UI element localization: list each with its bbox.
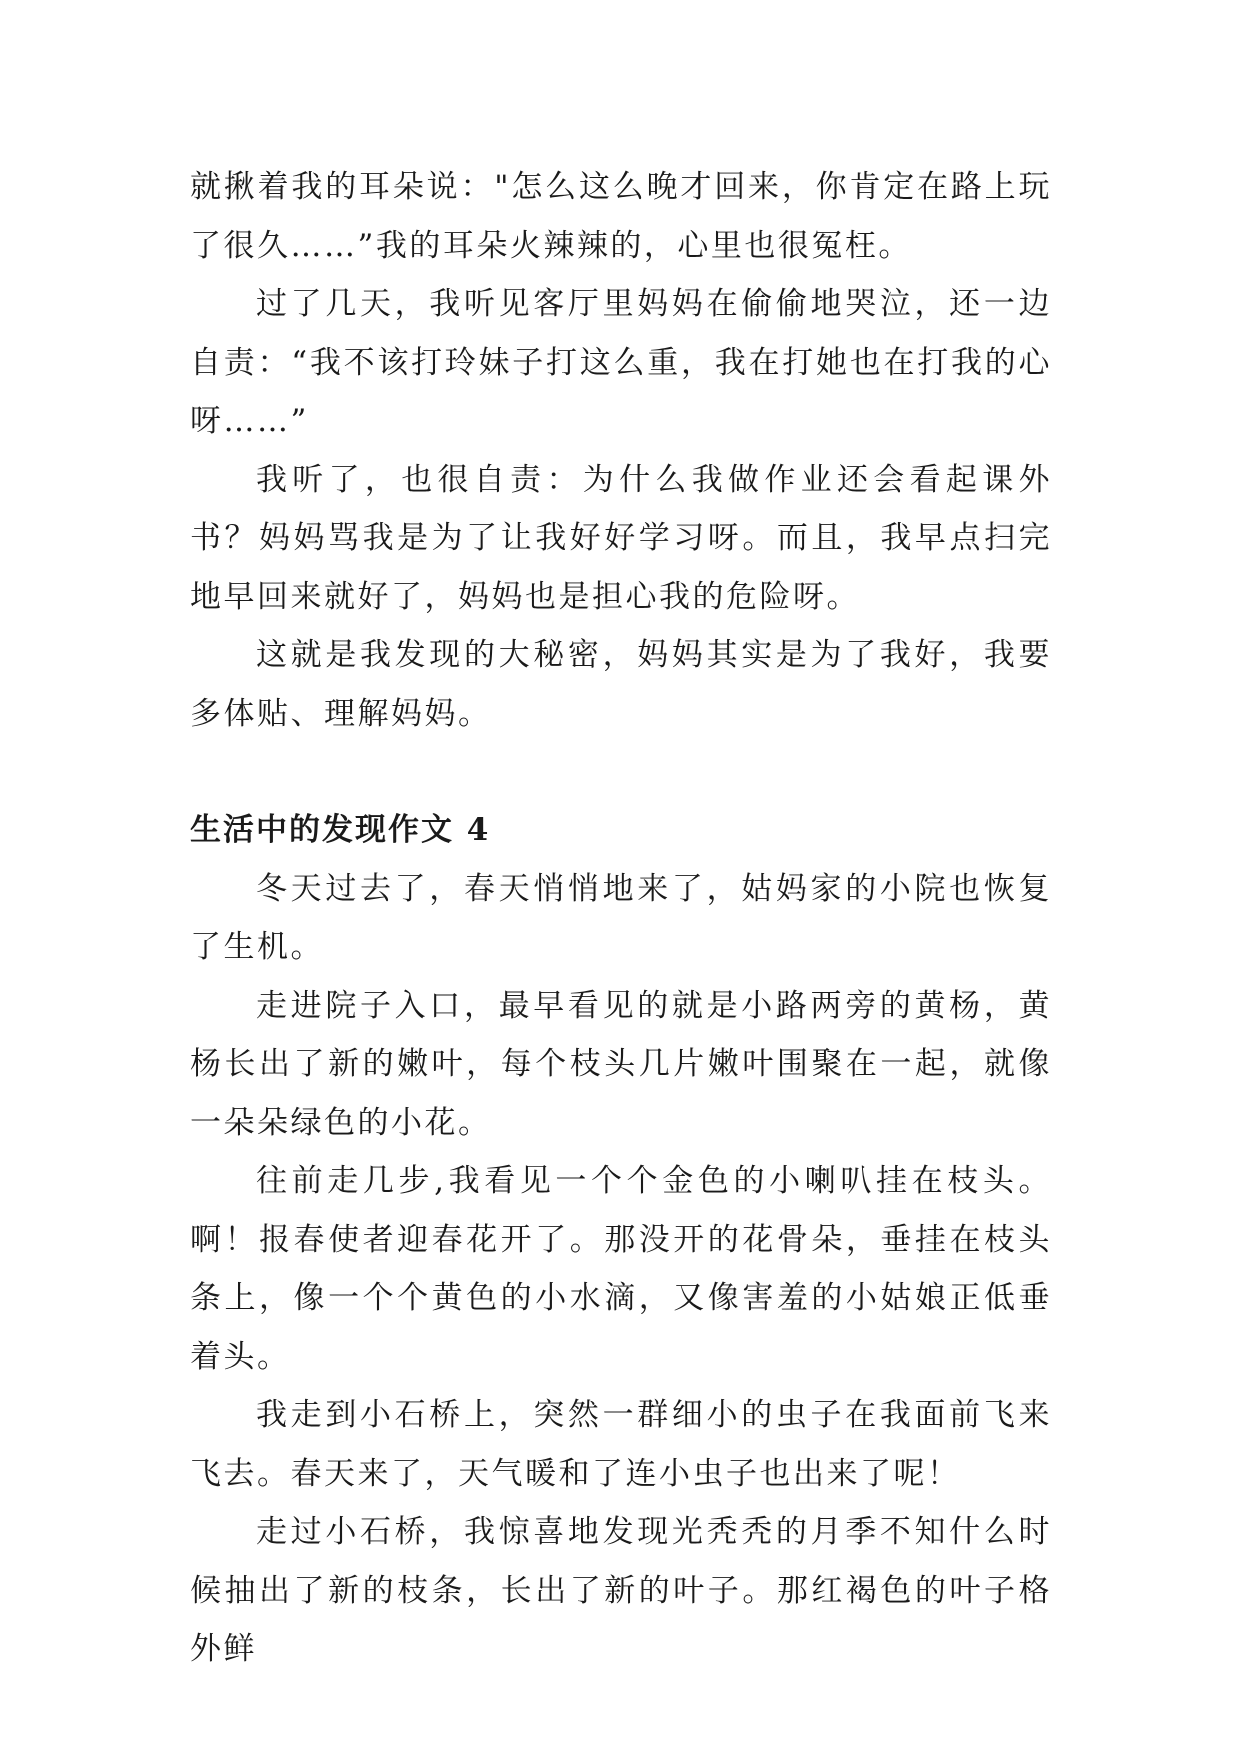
essay4-paragraph-4: 我走到小石桥上，突然一群细小的虫子在我面前飞来飞去。春天来了，天气暖和了连小虫子也出来了呢！ [190,1397,1052,1492]
essay3-paragraph-4: 这就是我发现的大秘密，妈妈其实是为了我好，我要多体贴、理解妈妈。 [190,637,1052,732]
section-gap [190,743,1052,801]
essay4-title: 生活中的发现作文 4 [190,812,491,848]
document-page [190,158,1052,1679]
essay4-paragraph-3: 往前走几步,我看见一个个金色的小喇叭挂在枝头。啊！报春使者迎春花开了。那没开的花骨朵，垂挂在枝头条上，像一个个黄色的小水滴，又像害羞的小姑娘正低垂着头。 [190,1163,1052,1375]
essay3-paragraph-1: 就揪着我的耳朵说："怎么这么晚才回来，你肯定在路上玩了很久……”我的耳朵火辣辣的，心里也很冤枉。 [190,169,1052,264]
essay3-paragraph-3: 我听了，也很自责：为什么我做作业还会看起课外书？妈妈骂我是为了让我好好学习呀。而且，我早点扫完地早回来就好了，妈妈也是担心我的危险呀。 [190,461,1052,615]
essay4-paragraph-2: 走进院子入口，最早看见的就是小路两旁的黄杨，黄杨长出了新的嫩叶，每个枝头几片嫩叶围聚在一起，就像一朵朵绿色的小花。 [190,987,1052,1141]
essay4-paragraph-1: 冬天过去了，春天悄悄地来了，姑妈家的小院也恢复了生机。 [190,870,1052,965]
essay3-paragraph-2: 过了几天，我听见客厅里妈妈在偷偷地哭泣，还一边自责：“我不该打玲妹子打这么重，我在打她也在打我的心呀……” [190,286,1052,439]
essay4-paragraph-5: 走过小石桥，我惊喜地发现光秃秃的月季不知什么时候抽出了新的枝条，长出了新的叶子。那红褐色的叶子格外鲜 [190,1514,1052,1667]
